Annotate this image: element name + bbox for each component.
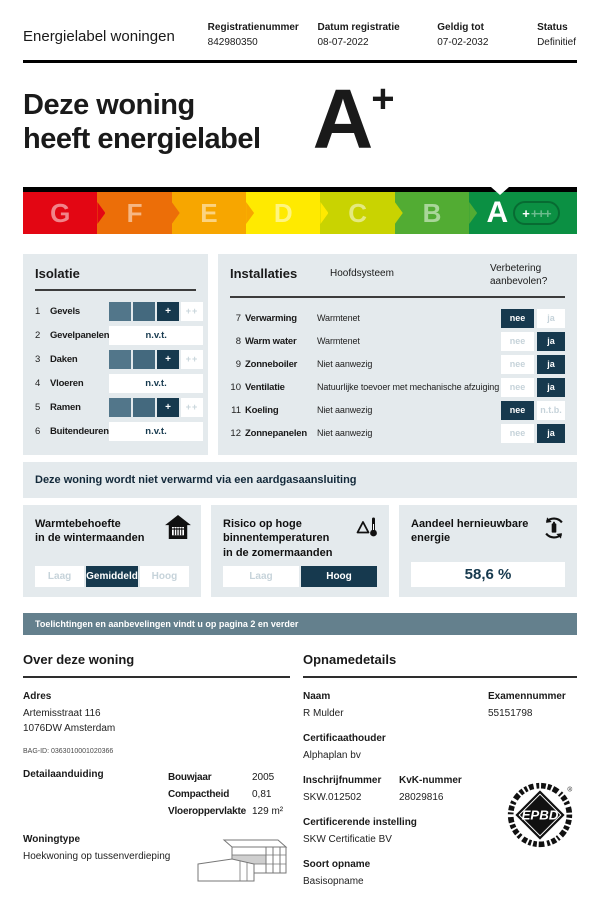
scale-segment-a-active: A + +++ <box>469 192 577 234</box>
opnamedetails-column <box>303 652 577 901</box>
valid-until-field: Geldig tot 07-02-2032 <box>437 22 489 48</box>
nvt-badge: n.v.t. <box>109 374 203 393</box>
vloeroppervlakte-row: Vloeroppervlakte 129 m² <box>168 806 284 817</box>
installaties-header <box>230 263 565 288</box>
certificaathouder-field: Certificaathouder Alphaplan bv <box>303 733 386 761</box>
scale-band <box>23 192 577 234</box>
soort-opname-field: Soort opname Basisopname <box>303 859 371 887</box>
option-hoog: Hoog <box>140 566 189 587</box>
hernieuwbare-energie-title: Aandeel hernieuwbare energie <box>411 518 529 545</box>
bouwjaar-row: Bouwjaar 2005 <box>168 772 275 783</box>
examennummer-field: Examennummer 55151798 <box>488 691 566 719</box>
adres-field: Adres Artemisstraat 116 1076DW Amsterdam <box>23 691 116 734</box>
building-facts <box>168 769 290 820</box>
scale-pointer-notch <box>491 187 509 195</box>
details-section <box>23 254 577 455</box>
scale-segment-c: C <box>320 192 394 234</box>
ja-pill: ja <box>537 378 565 397</box>
ja-pill: ja <box>537 332 565 351</box>
option-hoog-selected: Hoog <box>301 566 377 587</box>
status-field: Status Definitief <box>537 22 576 48</box>
option-laag: Laag <box>35 566 84 587</box>
rating-bar: + ++ <box>109 350 203 369</box>
hernieuwbare-energie-panel <box>399 505 577 597</box>
gas-connection-notice: Deze woning wordt niet verwarmd via een aardgasaansluiting <box>23 462 577 498</box>
toelichtingen-notice: Toelichtingen en aanbevelingen vindt u op pagina 2 en verder <box>23 613 577 635</box>
house-heating-icon <box>165 515 191 544</box>
isolatie-row-gevelpanelen: 2 Gevelpanelen n.v.t. <box>35 324 203 346</box>
energy-scale <box>23 187 577 234</box>
ja-pill: ja <box>537 355 565 374</box>
plus-rating-pill: + +++ <box>513 201 559 225</box>
hero-section <box>23 72 577 166</box>
scale-segment-g: G <box>23 192 97 234</box>
scale-segment-d: D <box>246 192 320 234</box>
bag-id: BAG-ID: 0363010001020366 <box>23 748 114 755</box>
installaties-row-verwarming: 7 Verwarming Warmtenet nee ja <box>230 307 565 329</box>
nee-pill: nee <box>501 355 534 374</box>
installaties-row-zonnepanelen: 12 Zonnepanelen Niet aanwezig nee ja <box>230 422 565 444</box>
document-header <box>23 22 577 63</box>
kvk-nummer-field: KvK-nummer 28029816 <box>399 775 462 803</box>
bottom-section <box>23 652 577 901</box>
installaties-row-ventilatie: 10 Ventilatie Natuurlijke toevoer met mechanische afzuiging nee ja <box>230 376 565 398</box>
compactheid-row: Compactheid 0,81 <box>168 789 272 800</box>
energy-label-badge: A + <box>312 72 395 166</box>
ja-pill: ja <box>537 424 565 443</box>
warmtebehoefte-options <box>35 566 189 587</box>
isolatie-panel <box>23 254 208 455</box>
over-deze-woning-heading: Over deze woning <box>23 652 290 678</box>
scale-segment-e: E <box>172 192 246 234</box>
zomerrisico-panel <box>211 505 389 597</box>
rating-bar: + ++ <box>109 398 203 417</box>
svg-text:®: ® <box>567 786 573 794</box>
woningtype-field: Woningtype Hoekwoning op tussenverdieping <box>23 834 171 862</box>
isolatie-row-daken: 3 Daken + ++ <box>35 348 203 370</box>
zomerrisico-title: Risico op hoge binnentemperaturen in de zomermaanden <box>223 518 333 559</box>
scale-segment-f: F <box>97 192 171 234</box>
installaties-heading: Installaties <box>230 266 298 281</box>
nvt-badge: n.v.t. <box>109 326 203 345</box>
page-title: Deze woning heeft energielabel <box>23 89 261 155</box>
installaties-row-warm-water: 8 Warm water Warmtenet nee ja <box>230 330 565 352</box>
registration-number-field: Registratienummer 842980350 <box>207 22 299 48</box>
detailaanduiding-field: Detailaanduiding <box>23 769 104 780</box>
epbd-logo <box>505 780 575 855</box>
opnamedetails-heading: Opnamedetails <box>303 652 577 678</box>
summary-panels <box>23 505 577 597</box>
nee-pill: nee <box>501 401 534 420</box>
nee-pill: nee <box>501 332 534 351</box>
registration-date-field: Datum registratie 08-07-2022 <box>317 22 400 48</box>
installaties-row-zonneboiler: 9 Zonneboiler Niet aanwezig nee ja <box>230 353 565 375</box>
woningtype-illustration <box>194 836 290 889</box>
isolatie-row-buitendeuren: 6 Buitendeuren n.v.t. <box>35 420 203 442</box>
woningtype-row <box>23 834 290 889</box>
renewable-energy-icon <box>541 515 567 546</box>
document-title: Energielabel woningen <box>23 28 175 45</box>
installaties-row-koeling: 11 Koeling Niet aanwezig nee n.t.b. <box>230 399 565 421</box>
hoofdsysteem-column-header: Hoofdsysteem <box>330 268 394 279</box>
isolatie-heading: Isolatie <box>35 266 80 281</box>
ntb-pill: n.t.b. <box>537 401 565 420</box>
divider <box>35 289 196 291</box>
certificerende-instelling-field: Certificerende instelling SKW Certificatie BV <box>303 817 417 845</box>
inschrijfnummer-field: Inschrijfnummer SKW.012502 <box>303 775 382 803</box>
scale-segment-b: B <box>395 192 469 234</box>
divider <box>230 296 565 298</box>
nee-pill: nee <box>501 309 534 328</box>
svg-text:EPBD: EPBD <box>521 807 559 823</box>
rating-bar: + ++ <box>109 302 203 321</box>
option-laag: Laag <box>223 566 299 587</box>
renewable-share-value: 58,6 % <box>411 562 565 587</box>
naam-field: Naam R Mulder <box>303 691 344 719</box>
nvt-badge: n.v.t. <box>109 422 203 441</box>
over-deze-woning-column <box>23 652 290 901</box>
isolatie-row-ramen: 5 Ramen + ++ <box>35 396 203 418</box>
nee-pill: nee <box>501 378 534 397</box>
ja-pill: ja <box>537 309 565 328</box>
option-gemiddeld-selected: Gemiddeld <box>86 566 138 587</box>
verbetering-column-header: Verbetering aanbevolen? <box>490 263 548 287</box>
detail-facts-row <box>23 769 290 820</box>
warmtebehoefte-title: Warmtebehoefte in de wintermaanden <box>35 518 145 545</box>
isolatie-row-gevels: 1 Gevels + ++ <box>35 300 203 322</box>
isolatie-row-vloeren: 4 Vloeren n.v.t. <box>35 372 203 394</box>
thermometer-warning-icon <box>355 515 379 544</box>
warmtebehoefte-panel <box>23 505 201 597</box>
installaties-panel <box>218 254 577 455</box>
zomerrisico-options <box>223 566 377 587</box>
nee-pill: nee <box>501 424 534 443</box>
